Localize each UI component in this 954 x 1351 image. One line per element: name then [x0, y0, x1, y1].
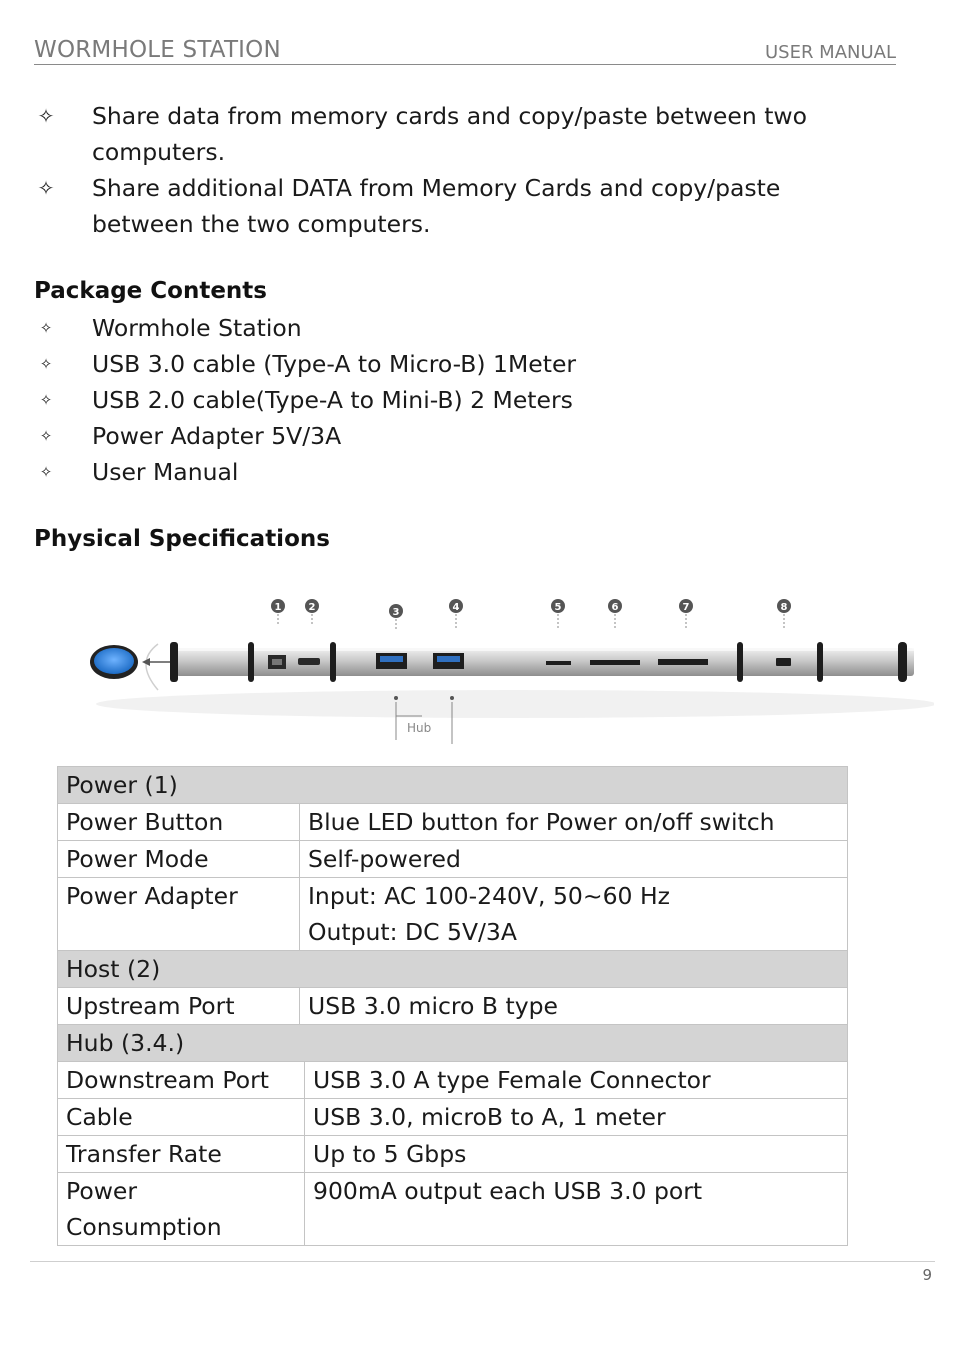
card-slot-icon: [658, 659, 708, 665]
callout-3: [389, 604, 403, 630]
callout-4: [449, 599, 463, 628]
svg-text:4: 4: [452, 602, 460, 613]
end-cap-right: [898, 642, 907, 682]
diamond-bullet-icon: ✧: [39, 463, 53, 481]
document-title: WORMHOLE STATION: [34, 37, 281, 63]
feature-list: [34, 98, 914, 242]
page-number: 9: [922, 1266, 932, 1284]
table-row: Downstream Port USB 3.0 A type Female Connector: [58, 1062, 848, 1099]
list-item: ✧ USB 2.0 cable(Type-A to Mini-B) 2 Meters: [34, 382, 914, 418]
power-button-icon: [94, 648, 134, 674]
svg-text:8: 8: [780, 602, 788, 613]
svg-text:6: 6: [611, 602, 619, 613]
ring-divider: [737, 642, 743, 682]
list-item: ✧ Wormhole Station: [34, 310, 914, 346]
ring-divider: [248, 642, 254, 682]
mini-b-port-icon: [776, 658, 791, 666]
table-row: Power Button Blue LED button for Power on/off switch: [58, 804, 848, 841]
end-cap-left: [170, 642, 178, 682]
callout-1: [271, 599, 285, 626]
table-row: Power Consumption 900mA output each USB 3.0 port: [58, 1173, 848, 1246]
table-row: Upstream Port USB 3.0 micro B type: [58, 988, 848, 1025]
svg-text:3: 3: [392, 607, 400, 618]
micro-b-port-icon: [298, 658, 320, 665]
table-group-row: Hub (3.4.): [58, 1025, 848, 1062]
list-item: ✧ Power Adapter 5V/3A: [34, 418, 914, 454]
ring-divider: [817, 642, 823, 682]
callout-7: [679, 599, 693, 628]
footer-divider: [30, 1261, 935, 1262]
table-row: Cable USB 3.0, microB to A, 1 meter: [58, 1099, 848, 1136]
table-group-row: Power (1): [58, 767, 848, 804]
card-slot-icon: [590, 660, 640, 665]
diagram-shadow: [96, 690, 934, 718]
list-item: ✧ User Manual: [34, 454, 914, 490]
callout-8: [777, 599, 791, 628]
diamond-bullet-icon: ✧: [39, 319, 53, 337]
package-contents-heading: Package Contents: [34, 278, 267, 304]
diamond-bullet-icon: ✧: [37, 176, 55, 200]
table-row: Power Adapter Input: AC 100-240V, 50~60 Hz Output: DC 5V/3A: [58, 878, 848, 951]
table-row: Power Mode Self-powered: [58, 841, 848, 878]
callout-2: [305, 599, 319, 626]
diamond-bullet-icon: ✧: [39, 427, 53, 445]
svg-text:1: 1: [274, 602, 282, 613]
list-item: ✧ USB 3.0 cable (Type-A to Micro-B) 1Meter: [34, 346, 914, 382]
page-header: [34, 34, 896, 65]
diamond-bullet-icon: ✧: [39, 391, 53, 409]
device-body: [176, 648, 914, 676]
callout-6: [608, 599, 622, 628]
hub-label: Hub: [407, 721, 432, 735]
physical-specs-heading: Physical Specifications: [34, 526, 330, 552]
table-group-row: Host (2): [58, 951, 848, 988]
specs-table-hub: [57, 1024, 848, 1246]
diamond-bullet-icon: ✧: [39, 355, 53, 373]
list-item: ✧ Share data from memory cards and copy/paste between two computers.: [34, 98, 914, 170]
power-button-bracket: [146, 644, 158, 690]
diamond-bullet-icon: ✧: [37, 104, 55, 128]
ring-divider: [330, 642, 336, 682]
svg-text:2: 2: [308, 602, 316, 613]
table-row: Transfer Rate Up to 5 Gbps: [58, 1136, 848, 1173]
document-section: USER MANUAL: [764, 42, 896, 63]
callout-5: [551, 599, 565, 628]
list-item: ✧ Share additional DATA from Memory Cards and copy/paste between the two computers.: [34, 170, 914, 242]
specs-table: [57, 766, 848, 1025]
package-contents-list: [34, 310, 914, 490]
svg-text:5: 5: [554, 602, 562, 613]
svg-text:7: 7: [682, 602, 690, 613]
device-diagram: [76, 592, 934, 752]
card-slot-icon: [546, 661, 571, 665]
device-highlight: [176, 648, 914, 651]
